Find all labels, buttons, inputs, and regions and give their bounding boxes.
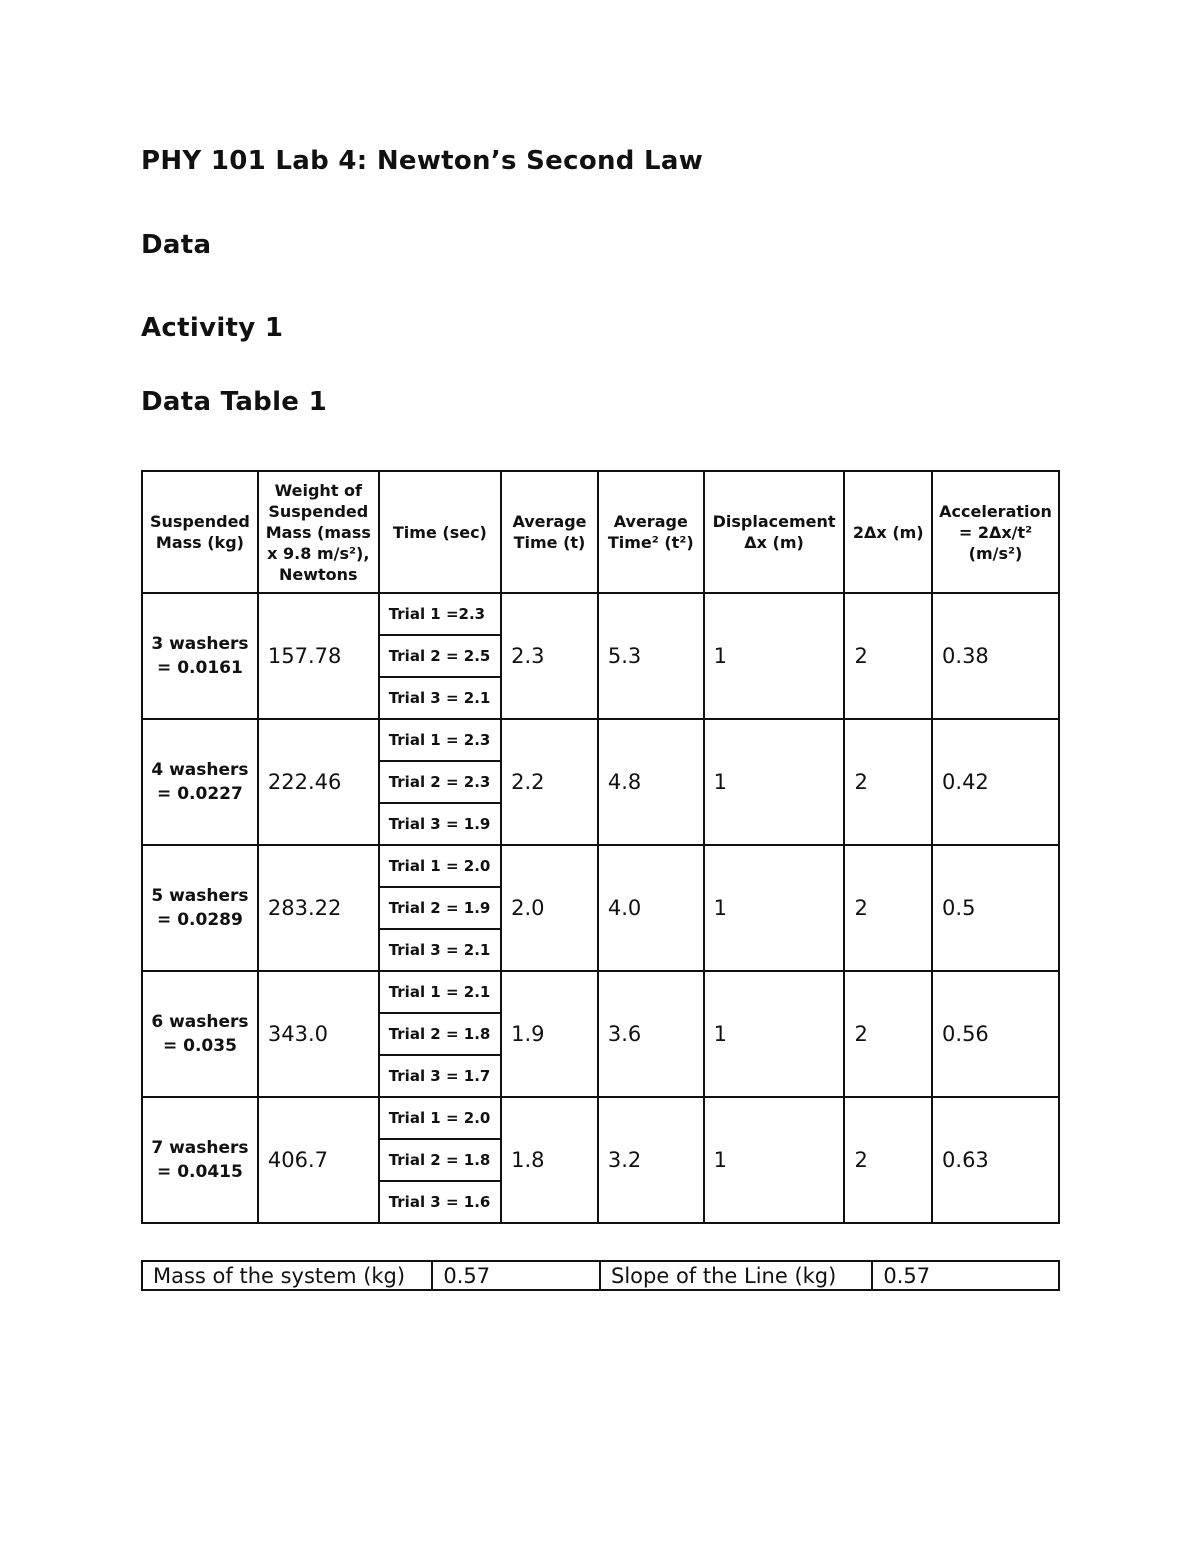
average-time-squared-cell: 3.6 bbox=[598, 971, 704, 1097]
two-dx-cell: 2 bbox=[844, 593, 932, 719]
table-header-row bbox=[142, 471, 1059, 593]
average-time-squared-cell: 4.0 bbox=[598, 845, 704, 971]
mass-of-system-value: 0.57 bbox=[432, 1261, 600, 1290]
mass-of-system-label: Mass of the system (kg) bbox=[142, 1261, 432, 1290]
washer-count: 3 washers bbox=[151, 634, 249, 654]
washer-count: 4 washers bbox=[151, 760, 249, 780]
trial-1-cell: Trial 1 =2.3 bbox=[379, 593, 501, 635]
two-dx-cell: 2 bbox=[844, 845, 932, 971]
trial-2-cell: Trial 2 = 1.8 bbox=[379, 1013, 501, 1055]
page-title: PHY 101 Lab 4: Newton’s Second Law bbox=[141, 146, 704, 176]
trial-2-cell: Trial 2 = 1.8 bbox=[379, 1139, 501, 1181]
summary-table bbox=[141, 1260, 1060, 1291]
average-time-cell: 1.8 bbox=[501, 1097, 598, 1223]
two-dx-cell: 2 bbox=[844, 1097, 932, 1223]
acceleration-cell: 0.63 bbox=[932, 1097, 1059, 1223]
average-time-cell: 2.2 bbox=[501, 719, 598, 845]
suspended-mass-cell bbox=[142, 1097, 258, 1223]
mass-value: = 0.0227 bbox=[157, 784, 243, 804]
trial-2-cell: Trial 2 = 2.5 bbox=[379, 635, 501, 677]
weight-cell: 343.0 bbox=[258, 971, 379, 1097]
washer-count: 7 washers bbox=[151, 1138, 249, 1158]
displacement-cell: 1 bbox=[704, 719, 845, 845]
suspended-mass-cell bbox=[142, 593, 258, 719]
average-time-squared-cell: 3.2 bbox=[598, 1097, 704, 1223]
trial-2-cell: Trial 2 = 1.9 bbox=[379, 887, 501, 929]
activity-heading: Activity 1 bbox=[141, 313, 284, 343]
displacement-cell: 1 bbox=[704, 593, 845, 719]
trial-1-cell: Trial 1 = 2.0 bbox=[379, 845, 501, 887]
header-suspended-mass: Suspended Mass (kg) bbox=[142, 471, 258, 593]
trial-3-cell: Trial 3 = 1.7 bbox=[379, 1055, 501, 1097]
washer-count: 5 washers bbox=[151, 886, 249, 906]
acceleration-cell: 0.56 bbox=[932, 971, 1059, 1097]
acceleration-cell: 0.42 bbox=[932, 719, 1059, 845]
acceleration-cell: 0.5 bbox=[932, 845, 1059, 971]
trial-3-cell: Trial 3 = 2.1 bbox=[379, 677, 501, 719]
two-dx-cell: 2 bbox=[844, 971, 932, 1097]
header-average-time: Average Time (t) bbox=[501, 471, 598, 593]
header-acceleration: Acceleration = 2Δx/t² (m/s²) bbox=[932, 471, 1059, 593]
trial-1-cell: Trial 1 = 2.0 bbox=[379, 1097, 501, 1139]
washer-count: 6 washers bbox=[151, 1012, 249, 1032]
suspended-mass-cell bbox=[142, 971, 258, 1097]
section-heading-data: Data bbox=[141, 230, 212, 260]
mass-value: = 0.0161 bbox=[157, 658, 243, 678]
acceleration-cell: 0.38 bbox=[932, 593, 1059, 719]
suspended-mass-cell bbox=[142, 845, 258, 971]
header-displacement: Displacement Δx (m) bbox=[704, 471, 845, 593]
weight-cell: 222.46 bbox=[258, 719, 379, 845]
data-table-1 bbox=[141, 470, 1060, 1224]
weight-cell: 283.22 bbox=[258, 845, 379, 971]
trial-3-cell: Trial 3 = 2.1 bbox=[379, 929, 501, 971]
average-time-squared-cell: 5.3 bbox=[598, 593, 704, 719]
table-row bbox=[142, 1097, 1059, 1139]
header-two-dx: 2Δx (m) bbox=[844, 471, 932, 593]
summary-row bbox=[142, 1261, 1059, 1290]
header-weight: Weight of Suspended Mass (mass x 9.8 m/s²), Newtons bbox=[258, 471, 379, 593]
header-average-time-squared: Average Time² (t²) bbox=[598, 471, 704, 593]
suspended-mass-cell bbox=[142, 719, 258, 845]
mass-value: = 0.0289 bbox=[157, 910, 243, 930]
weight-cell: 157.78 bbox=[258, 593, 379, 719]
average-time-cell: 2.0 bbox=[501, 845, 598, 971]
two-dx-cell: 2 bbox=[844, 719, 932, 845]
table-row bbox=[142, 719, 1059, 761]
weight-cell: 406.7 bbox=[258, 1097, 379, 1223]
displacement-cell: 1 bbox=[704, 845, 845, 971]
displacement-cell: 1 bbox=[704, 1097, 845, 1223]
table-title: Data Table 1 bbox=[141, 387, 327, 417]
trial-1-cell: Trial 1 = 2.3 bbox=[379, 719, 501, 761]
table-row bbox=[142, 845, 1059, 887]
trial-1-cell: Trial 1 = 2.1 bbox=[379, 971, 501, 1013]
trial-2-cell: Trial 2 = 2.3 bbox=[379, 761, 501, 803]
trial-3-cell: Trial 3 = 1.9 bbox=[379, 803, 501, 845]
table-row bbox=[142, 971, 1059, 1013]
table-row bbox=[142, 593, 1059, 635]
slope-of-line-value: 0.57 bbox=[872, 1261, 1059, 1290]
mass-value: = 0.0415 bbox=[157, 1162, 243, 1182]
displacement-cell: 1 bbox=[704, 971, 845, 1097]
average-time-cell: 2.3 bbox=[501, 593, 598, 719]
slope-of-line-label: Slope of the Line (kg) bbox=[600, 1261, 872, 1290]
average-time-squared-cell: 4.8 bbox=[598, 719, 704, 845]
mass-value: = 0.035 bbox=[162, 1036, 237, 1056]
average-time-cell: 1.9 bbox=[501, 971, 598, 1097]
trial-3-cell: Trial 3 = 1.6 bbox=[379, 1181, 501, 1223]
header-time: Time (sec) bbox=[379, 471, 501, 593]
